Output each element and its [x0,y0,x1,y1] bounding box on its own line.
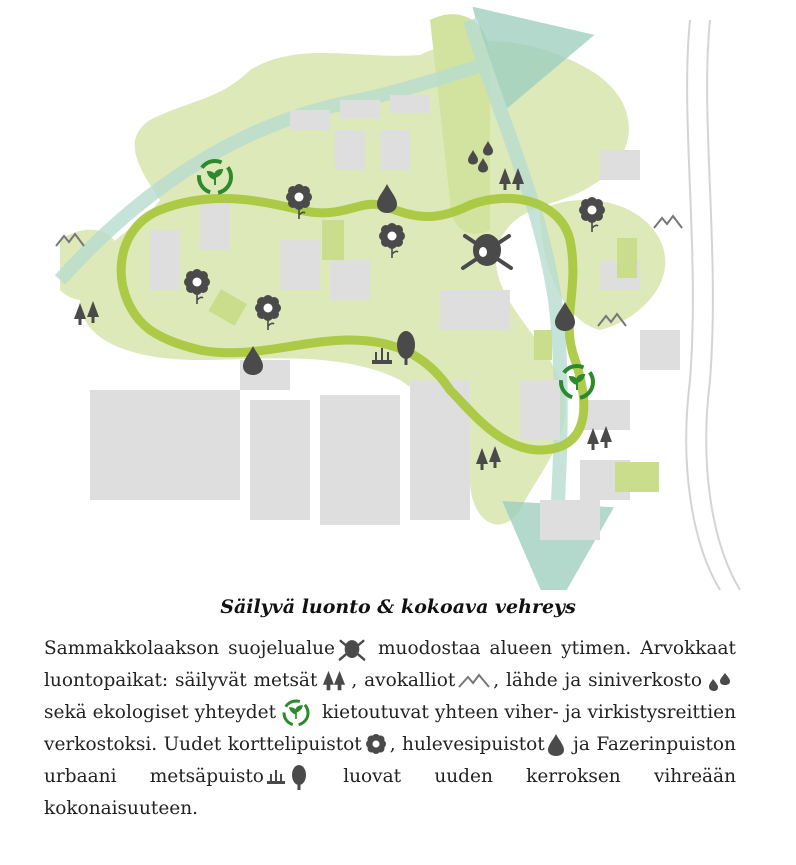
mountain-icon [654,216,682,228]
trees-icon [319,669,349,693]
drops-icon [704,670,734,692]
text-part: , [493,670,500,691]
drop-icon [547,733,565,757]
text-part: lähde ja siniverkosto [506,670,702,691]
text-part: , hulevesipuistot [389,734,545,755]
mountain-icon [457,672,491,690]
flower-icon [364,732,388,758]
text-part: kietoutuvat yhteen viher- ja virkistysreittien verkostoksi. Uudet korttelipuistot [44,702,737,755]
frog-icon [337,636,367,662]
text-part: muodostaa alueen ytimen. Arvokkaat luontopaikat: säilyvät metsät [44,638,736,691]
text-part: ja Fazerinpuiston urbaani metsäpuisto [44,734,736,787]
roads [686,20,740,590]
text-part: sekä ekologiset yhteydet [44,702,277,723]
text-part: luovat uuden kerroksen vihreään kokonaisuuteen. [44,766,736,819]
section-title: Säilyvä luonto & kokoava vehreys [220,596,576,618]
recycle-icon [278,698,314,728]
tree-icon [290,764,308,790]
description [44,633,736,825]
text-part: Sammakkolaakson suojelualue [44,638,335,659]
fountain-icon [266,766,286,788]
text-part: , avokalliot [351,670,456,691]
